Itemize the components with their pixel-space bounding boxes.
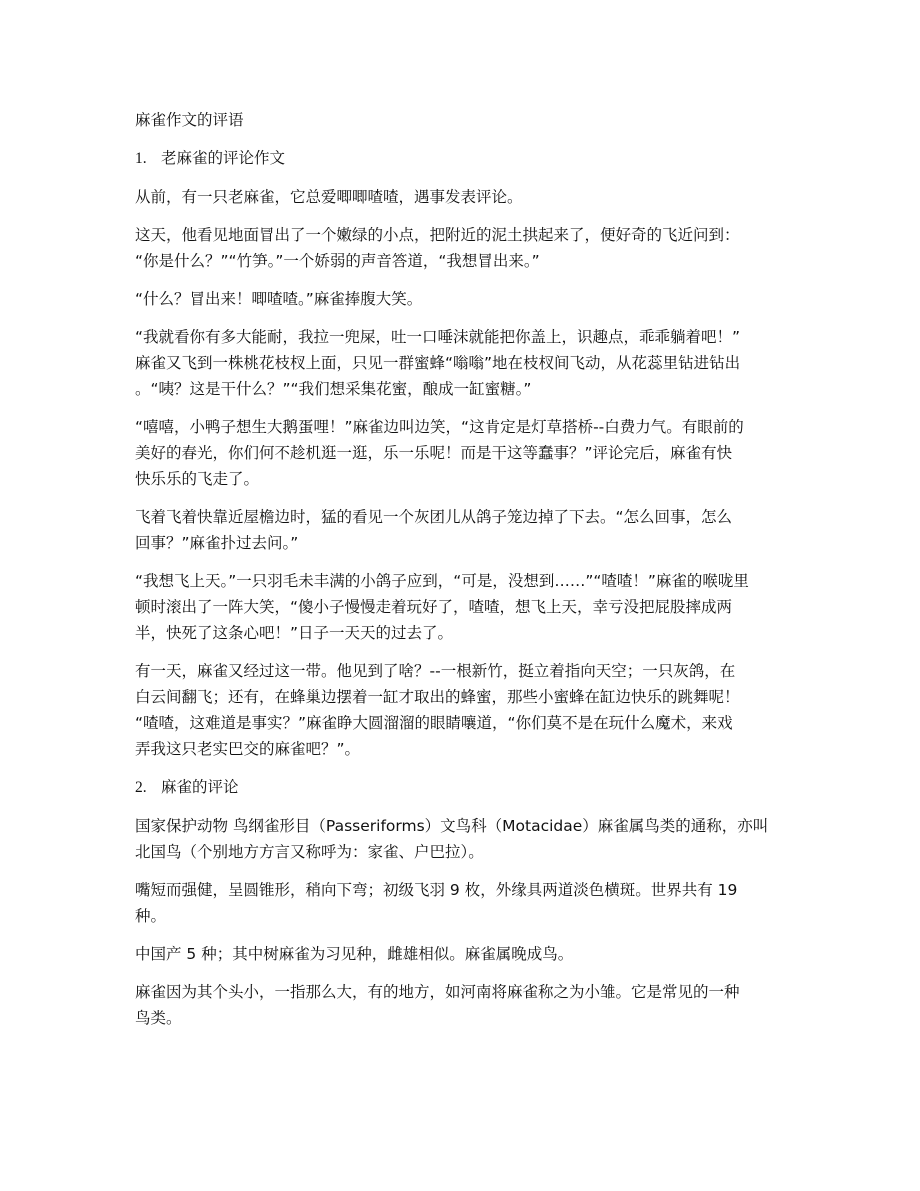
section-number: 2. (135, 779, 147, 796)
section-title: 麻雀的评论 (161, 778, 239, 796)
paragraph (135, 184, 795, 210)
paragraph (135, 324, 795, 402)
paragraph (135, 658, 795, 762)
paragraph (135, 222, 795, 274)
document-title: 麻雀作文的评语 (135, 111, 244, 129)
text-line: “我就看你有多大能耐，我拉一兜屎，吐一口唾沫就能把你盖上，识趣点，乖乖躺着吧！” (135, 328, 741, 346)
text-line: “嘻嘻，小鸭子想生大鹅蛋哩！”麻雀边叫边笑，“这肯定是灯草搭桥--白费力气。有眼前的 (135, 418, 744, 436)
document-page (135, 107, 795, 1043)
text-line: 白云间翻飞；还有，在蜂巢边摆着一缸才取出的蜂蜜，那些小蜜蜂在缸边快乐的跳舞呢！ (135, 688, 740, 706)
text-line: 种。 (135, 907, 167, 925)
text-line: 嘴短而强健，呈圆锥形，稍向下弯；初级飞羽 9 枚，外缘具两道淡色横斑。世界共有 19 (135, 881, 738, 899)
text-line: 国家保护动物 鸟纲雀形目（Passeriforms）文鸟科（Motacidae）麻雀属鸟类的通称，亦叫 (135, 817, 769, 835)
paragraph (135, 813, 795, 865)
text-line: 半，快死了这条心吧！”日子一天天的过去了。 (135, 624, 454, 642)
section-1-body (135, 184, 795, 762)
paragraph (135, 504, 795, 556)
paragraph (135, 877, 795, 929)
text-line: 这天，他看见地面冒出了一个嫩绿的小点，把附近的泥土拱起来了，便好奇的飞近问到： (135, 226, 740, 244)
paragraph (135, 979, 795, 1031)
section-number: 1. (135, 150, 147, 167)
text-line: 。“咦？这是干什么？”“我们想采集花蜜，酿成一缸蜜糖。” (135, 380, 532, 398)
text-line: 鸟类。 (135, 1009, 182, 1027)
text-line: 回事？”麻雀扑过去问。” (135, 534, 299, 552)
text-line: 中国产 5 种；其中树麻雀为习见种，雌雄相似。麻雀属晚成鸟。 (135, 945, 574, 963)
paragraph (135, 414, 795, 492)
text-line: 快乐乐的飞走了。 (135, 470, 260, 488)
text-line: “你是什么？”“竹笋。”一个娇弱的声音答道，“我想冒出来。” (135, 252, 540, 270)
text-line: “喳喳，这难道是事实？”麻雀睁大圆溜溜的眼睛嚷道，“你们莫不是在玩什么魔术，来戏 (135, 714, 733, 732)
text-line: 飞着飞着快靠近屋檐边时，猛的看见一个灰团儿从鸽子笼边掉了下去。“怎么回事，怎么 (135, 508, 733, 526)
text-line: 弄我这只老实巴交的麻雀吧？”。 (135, 740, 361, 758)
section-2-heading (135, 774, 795, 801)
section-2-body (135, 813, 795, 1031)
text-line: “什么？冒出来！唧喳喳。”麻雀捧腹大笑。 (135, 290, 423, 308)
paragraph (135, 286, 795, 312)
text-line: 有一天，麻雀又经过这一带。他见到了啥？--一根新竹，挺立着指向天空；一只灰鸽，在 (135, 662, 736, 680)
text-line: “我想飞上天。”一只羽毛未丰满的小鸽子应到，“可是，没想到……”“喳喳！”麻雀的喉咙里 (135, 572, 749, 590)
text-line: 顿时滚出了一阵大笑，“傻小子慢慢走着玩好了，喳喳，想飞上天，幸亏没把屁股摔成两 (135, 598, 733, 616)
section-title: 老麻雀的评论作文 (161, 149, 286, 167)
paragraph (135, 568, 795, 646)
section-1-heading (135, 145, 795, 172)
text-line: 麻雀因为其个头小，一指那么大，有的地方，如河南将麻雀称之为小雏。它是常见的一种 (135, 983, 740, 1001)
text-line: 北国鸟（个别地方方言又称呼为：家雀、户巴拉）。 (135, 843, 484, 861)
paragraph (135, 941, 795, 967)
text-line: 从前，有一只老麻雀，它总爱唧唧喳喳，遇事发表评论。 (135, 188, 523, 206)
text-line: 麻雀又飞到一株桃花枝杈上面，只见一群蜜蜂“嗡嗡”地在枝杈间飞动，从花蕊里钻进钻出 (135, 354, 741, 372)
text-line: 美好的春光，你们何不趁机逛一逛，乐一乐呢！而是干这等蠢事？”评论完后，麻雀有快 (135, 444, 733, 462)
